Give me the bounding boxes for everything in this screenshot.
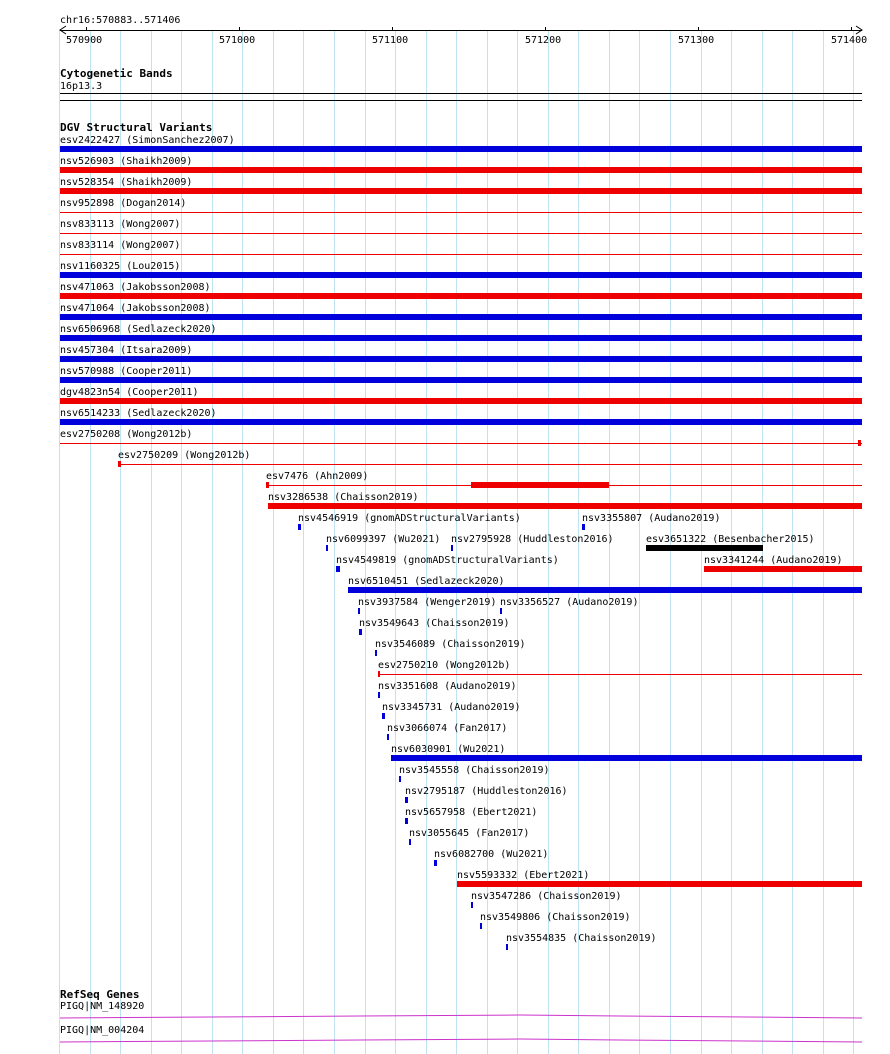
ruler-tick-label: 571100 [372, 35, 409, 46]
dgv-feature-label: nsv3066074 (Fan2017) [387, 723, 508, 734]
dgv-feature-label: nsv4549819 (gnomADStructuralVariants) [336, 555, 559, 566]
dgv-feature-label: nsv471063 (Jakobsson2008) [60, 282, 211, 293]
dgv-feature-label: nsv570988 (Cooper2011) [60, 366, 193, 377]
dgv-feature-bar[interactable] [60, 293, 862, 299]
dgv-feature-bar[interactable] [60, 377, 862, 383]
dgv-feature-label: nsv3345731 (Audano2019) [382, 702, 521, 713]
refseq-gene-label: PIGQ|NM_004204 [60, 1025, 145, 1036]
dgv-feature-bar[interactable] [326, 545, 328, 551]
dgv-feature-bar[interactable] [60, 314, 862, 320]
grid-line [212, 30, 213, 1054]
dgv-feature-label: nsv4546919 (gnomADStructuralVariants) [298, 513, 521, 524]
dgv-feature-bar[interactable] [378, 671, 380, 677]
dgv-feature-bar[interactable] [480, 923, 482, 929]
dgv-feature-bar[interactable] [60, 146, 862, 152]
dgv-feature-bar[interactable] [399, 776, 401, 782]
dgv-feature-label: nsv6514233 (Sedlazeck2020) [60, 408, 217, 419]
dgv-feature-label: nsv3355807 (Audano2019) [582, 513, 721, 524]
dgv-feature-label: nsv528354 (Shaikh2009) [60, 177, 193, 188]
dgv-feature-bar[interactable] [387, 734, 389, 740]
dgv-feature-label: nsv1160325 (Lou2015) [60, 261, 181, 272]
dgv-feature-bar[interactable] [298, 524, 301, 530]
refseq-gene-line[interactable] [60, 1014, 862, 1020]
dgv-feature-label: nsv471064 (Jakobsson2008) [60, 303, 211, 314]
dgv-feature-label: nsv3937584 (Wenger2019) [358, 597, 497, 608]
dgv-feature-label: nsv3549806 (Chaisson2019) [480, 912, 631, 923]
dgv-feature-label: esv2750209 (Wong2012b) [118, 450, 251, 461]
dgv-feature-label: nsv952898 (Dogan2014) [60, 198, 187, 209]
dgv-feature-bar[interactable] [60, 335, 862, 341]
dgv-feature-bar[interactable] [60, 419, 862, 425]
dgv-feature-bar[interactable] [409, 839, 411, 845]
ruler-tick-label: 571200 [525, 35, 562, 46]
dgv-feature-bar[interactable] [391, 755, 862, 761]
dgv-feature-label: nsv2795187 (Huddleston2016) [405, 786, 568, 797]
dgv-feature-span-line[interactable] [118, 464, 862, 465]
dgv-feature-label: nsv3547286 (Chaisson2019) [471, 891, 622, 902]
dgv-feature-label: nsv5593332 (Ebert2021) [457, 870, 590, 881]
dgv-feature-bar[interactable] [60, 212, 862, 213]
dgv-feature-label: nsv6506968 (Sedlazeck2020) [60, 324, 217, 335]
dgv-title: DGV Structural Variants [60, 121, 213, 134]
dgv-feature-bar[interactable] [60, 188, 862, 194]
ruler-tick-mark [698, 27, 699, 31]
dgv-feature-bar[interactable] [60, 167, 862, 173]
dgv-feature-bar[interactable] [336, 566, 340, 572]
dgv-feature-label: nsv6099397 (Wu2021) [326, 534, 441, 545]
ruler-arrows-icon [0, 20, 890, 40]
ruler-tick-mark [86, 27, 87, 31]
dgv-feature-label: nsv6030901 (Wu2021) [391, 744, 506, 755]
grid-line [639, 30, 640, 1054]
dgv-feature-bar[interactable] [382, 713, 385, 719]
dgv-feature-label: nsv5657958 (Ebert2021) [405, 807, 538, 818]
dgv-feature-end-mark [858, 440, 861, 446]
ruler-tick-mark [239, 27, 240, 31]
dgv-feature-label: nsv833113 (Wong2007) [60, 219, 181, 230]
dgv-feature-label: esv3651322 (Besenbacher2015) [646, 534, 815, 545]
dgv-feature-bar[interactable] [405, 797, 408, 803]
dgv-feature-label: esv7476 (Ahn2009) [266, 471, 369, 482]
grid-line [303, 30, 304, 1054]
dgv-feature-label: nsv833114 (Wong2007) [60, 240, 181, 251]
cytoband-line-top [60, 93, 862, 94]
dgv-feature-label: nsv3549643 (Chaisson2019) [359, 618, 510, 629]
refseq-gene-label: PIGQ|NM_148920 [60, 1001, 145, 1012]
ruler-tick-label: 571300 [678, 35, 715, 46]
dgv-feature-bar[interactable] [704, 566, 862, 572]
dgv-feature-label: nsv3351608 (Audano2019) [378, 681, 517, 692]
dgv-feature-bar[interactable] [60, 398, 862, 404]
dgv-feature-label: esv2750208 (Wong2012b) [60, 429, 193, 440]
dgv-feature-bar[interactable] [457, 881, 862, 887]
dgv-feature-bar[interactable] [378, 692, 380, 698]
dgv-feature-label: nsv457304 (Itsara2009) [60, 345, 193, 356]
dgv-feature-bar[interactable] [60, 356, 862, 362]
grid-line [853, 30, 854, 1054]
ruler-tick-label: 571400 [831, 35, 868, 46]
grid-line [273, 30, 274, 1054]
cytoband-line-bottom [60, 100, 862, 101]
dgv-feature-bar[interactable] [471, 482, 609, 488]
dgv-feature-label: nsv3546089 (Chaisson2019) [375, 639, 526, 650]
ruler-tick-mark [851, 27, 852, 31]
dgv-feature-bar[interactable] [359, 629, 362, 635]
dgv-feature-bar[interactable] [266, 482, 269, 488]
ruler-tick-mark [392, 27, 393, 31]
dgv-feature-label: nsv3286538 (Chaisson2019) [268, 492, 419, 503]
dgv-feature-bar[interactable] [434, 860, 437, 866]
dgv-feature-label: nsv3055645 (Fan2017) [409, 828, 530, 839]
dgv-feature-bar[interactable] [60, 254, 862, 255]
dgv-feature-label: nsv3554835 (Chaisson2019) [506, 933, 657, 944]
coordinates-label: chr16:570883..571406 [60, 15, 181, 26]
dgv-feature-label: nsv526903 (Shaikh2009) [60, 156, 193, 167]
dgv-feature-bar[interactable] [60, 233, 862, 234]
dgv-feature-label: dgv4823n54 (Cooper2011) [60, 387, 199, 398]
dgv-feature-bar[interactable] [348, 587, 862, 593]
dgv-feature-bar[interactable] [646, 545, 763, 551]
dgv-feature-bar[interactable] [506, 944, 508, 950]
dgv-feature-label: esv2422427 (SimonSanchez2007) [60, 135, 235, 146]
dgv-feature-label: esv2750210 (Wong2012b) [378, 660, 511, 671]
dgv-feature-bar[interactable] [451, 545, 453, 551]
dgv-feature-bar[interactable] [60, 272, 862, 278]
dgv-feature-bar[interactable] [375, 650, 377, 656]
ruler-tick-label: 571000 [219, 35, 256, 46]
dgv-feature-bar[interactable] [405, 818, 408, 824]
dgv-feature-label: nsv6510451 (Sedlazeck2020) [348, 576, 505, 587]
grid-line [823, 30, 824, 1054]
cytoband-title: Cytogenetic Bands [60, 67, 173, 80]
dgv-feature-label: nsv6082700 (Wu2021) [434, 849, 549, 860]
dgv-feature-label: nsv3341244 (Audano2019) [704, 555, 843, 566]
dgv-feature-label: nsv3356527 (Audano2019) [500, 597, 639, 608]
refseq-title: RefSeq Genes [60, 988, 140, 1001]
dgv-feature-bar[interactable] [60, 443, 862, 444]
dgv-feature-bar[interactable] [268, 503, 862, 509]
dgv-feature-bar[interactable] [500, 608, 502, 614]
ruler-tick-label: 570900 [66, 35, 103, 46]
cytoband-label: 16p13.3 [60, 81, 103, 92]
refseq-gene-line[interactable] [60, 1038, 862, 1044]
dgv-feature-bar[interactable] [471, 902, 473, 908]
dgv-feature-bar[interactable] [118, 461, 121, 467]
dgv-feature-label: nsv3545558 (Chaisson2019) [399, 765, 550, 776]
dgv-feature-label: nsv2795928 (Huddleston2016) [451, 534, 614, 545]
dgv-feature-span-line[interactable] [378, 674, 862, 675]
dgv-feature-bar[interactable] [582, 524, 585, 530]
grid-line [242, 30, 243, 1054]
ruler-tick-mark [545, 27, 546, 31]
dgv-feature-bar[interactable] [358, 608, 360, 614]
